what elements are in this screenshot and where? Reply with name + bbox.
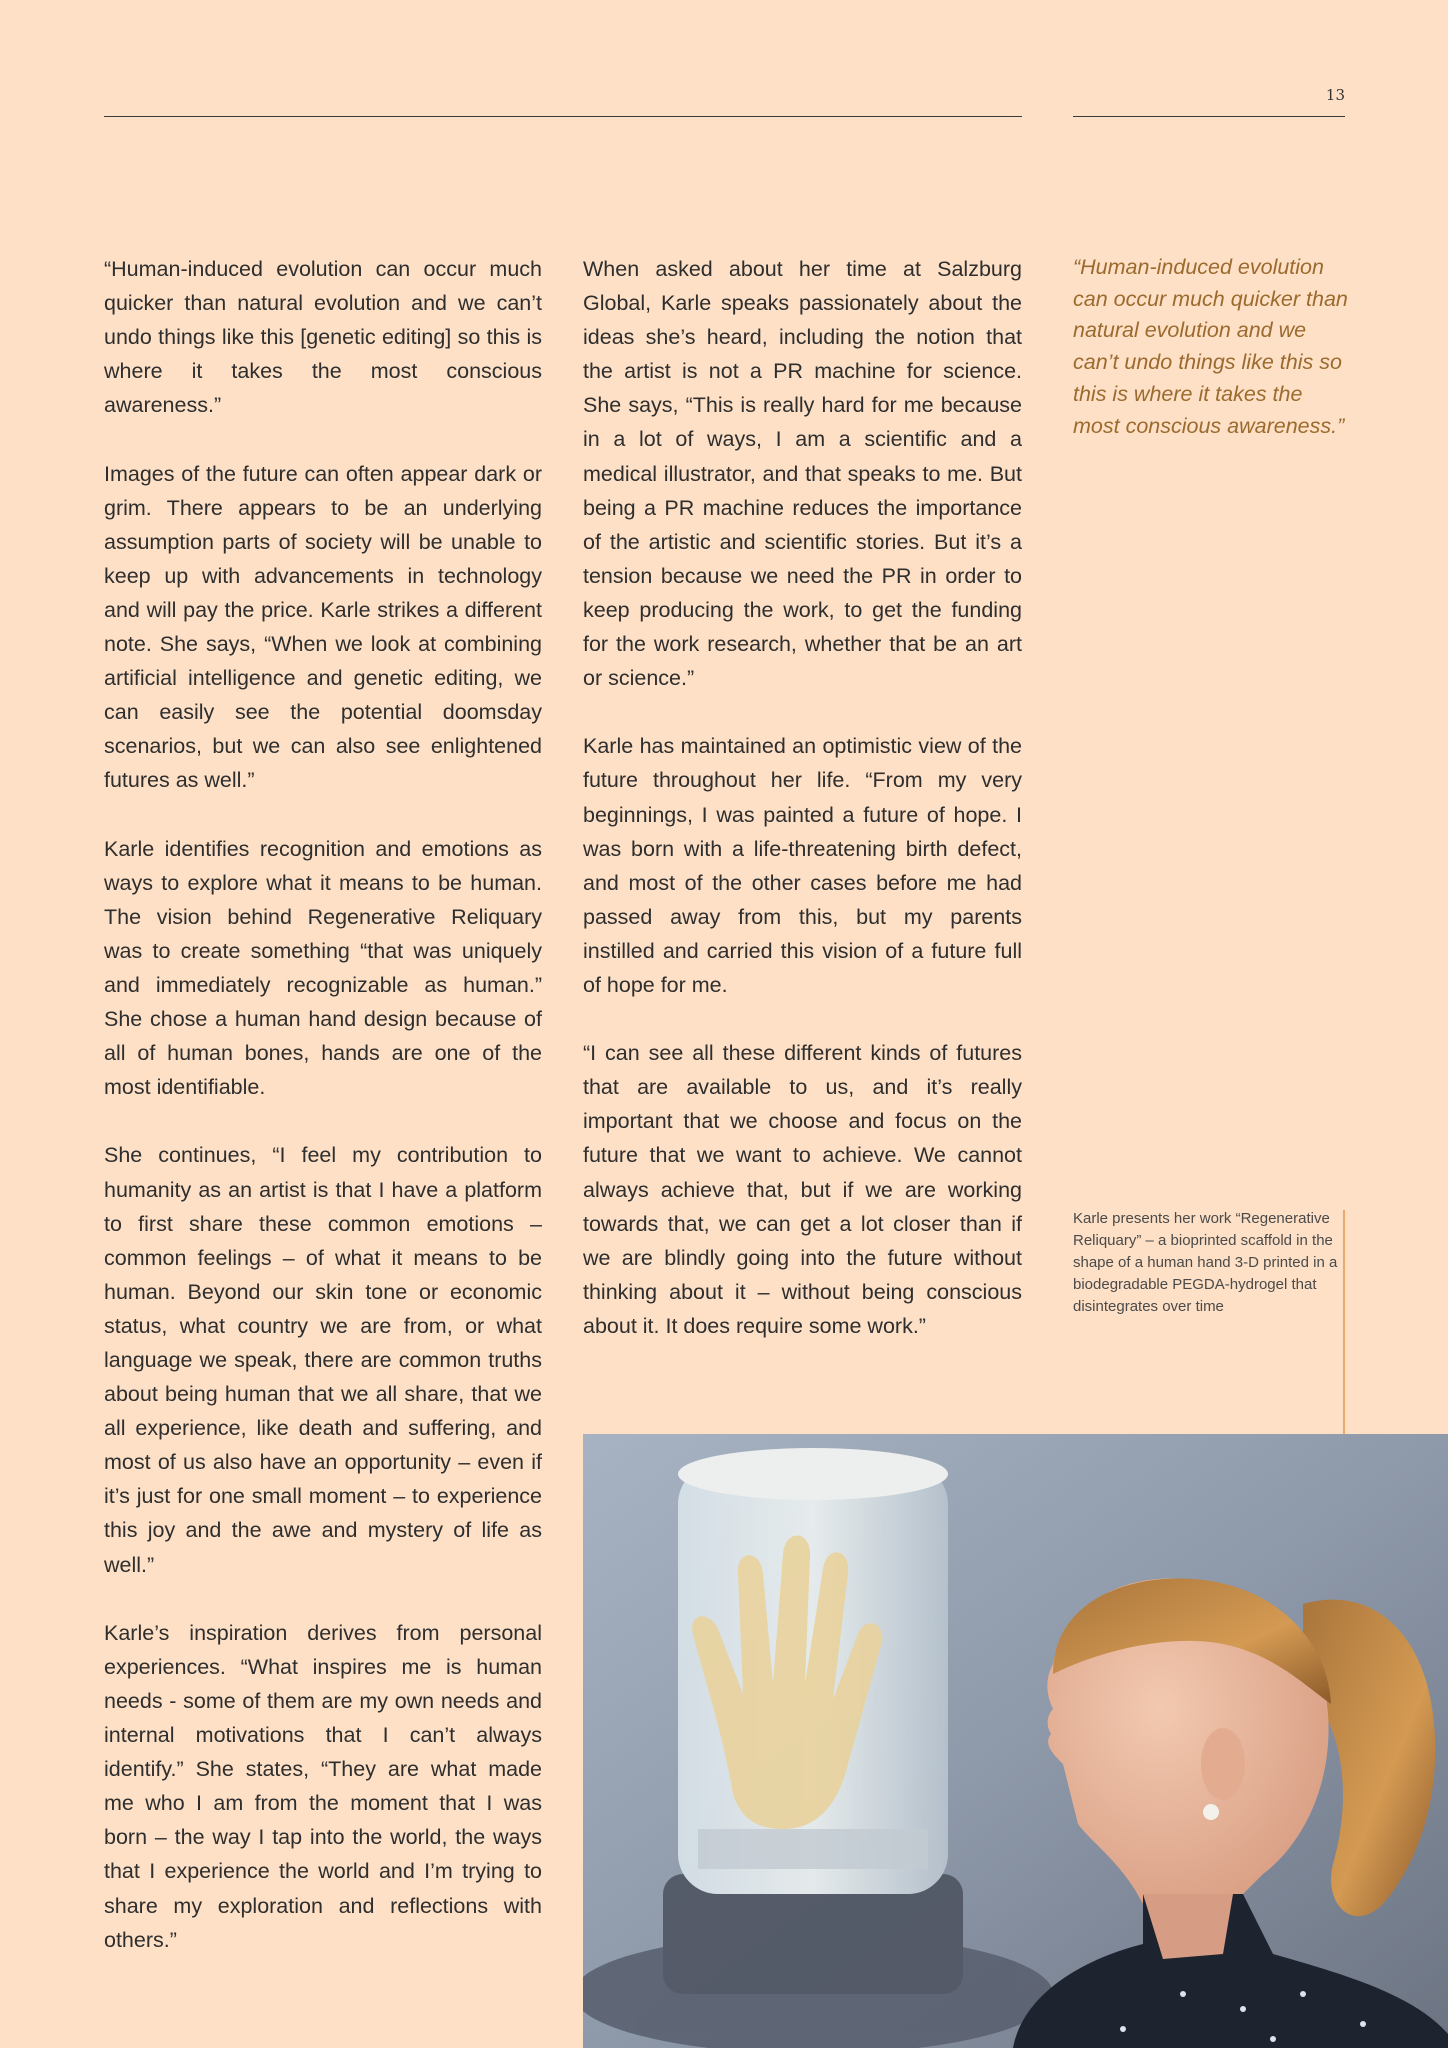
paragraph: Karle’s inspiration derives from personal experiences. “What inspires me is human needs - some of them are my own needs and internal motivations that I can’t always identify.” She states, “They are what made me who I am from the moment that I was born – the way I tap into the world, the ways that I experience the world and I’m trying to share my exploration and reflections with others.” xyxy=(104,1620,542,1952)
article-photo xyxy=(583,1434,1448,2048)
header-rule-main xyxy=(104,116,1022,117)
paragraph: “I can see all these different kinds of futures that are available to us, and it’s really important that we choose and focus on the future that we want to achieve. We cannot always achieve that, but if we are working towards that, we can get a lot closer than if we are blindly going into the future without thinking about it – without being conscious about it. It does require some work.” xyxy=(583,1041,1022,1338)
left-column xyxy=(104,252,542,1991)
paragraph: Images of the future can often appear dark or grim. There appears to be an underlying assumption parts of society will be unable to keep up with advancements in technology and will pay the price. Karle strikes a different note. She says, “When we look at combining artificial intelligence and genetic editing, we can easily see the potential doomsday scenarios, but we can also see enlightened futures as well.” xyxy=(104,461,542,793)
caption-accent-bar xyxy=(1343,1210,1345,1434)
middle-column xyxy=(583,252,1022,1377)
paragraph: She continues, “I feel my contribution to humanity as an artist is that I have a platform to first share these common emotions – common feelings – of what it means to be human. Beyond our skin tone or economic status, what country we are from, or what language we speak, there are common truths about being human that we all share, that we all experience, like death and suffering, and most of us also have an opportunity – even if it’s just for one small moment – to experience this joy and the awe and mystery of life as well.” xyxy=(104,1143,542,1577)
pull-quote: “Human-induced evolution can occur much quicker than natural evolution and we can’t undo things like this so this is where it takes the most conscious awareness.” xyxy=(1073,255,1348,438)
paragraph: When asked about her time at Salzburg Global, Karle speaks passionately about the ideas she’s heard, including the notion that the artist is not a PR machine for science. She says, “This is really hard for me because in a lot of ways, I am a scientific and a medical illustrator, and that speaks to me. But being a PR machine reduces the importance of the artistic and scientific stories. But it’s a tension because we need the PR in order to keep producing the work, to get the funding for the work research, whether that be an art or science.” xyxy=(583,257,1022,691)
header-rule-side xyxy=(1073,116,1345,117)
photo-caption: Karle presents her work “Regenerative Reliquary” – a bioprinted scaffold in the shape of a human hand 3-D printed in a biodegradable PEGDA-hydrogel that disintegrates over time xyxy=(1073,1210,1338,1315)
paragraph: Karle identifies recognition and emotions as ways to explore what it means to be human. The vision behind Regenerative Reliquary was to create something “that was uniquely and immediately recognizable as human.” She chose a human hand design because of all of human bones, hands are one of the most identifiable. xyxy=(104,836,542,1100)
paragraph: Karle has maintained an optimistic view of the future throughout her life. “From my very beginnings, I was painted a future of hope. I was born with a life-threatening birth defect, and most of the other cases before me had passed away from this, but my parents instilled and carried this vision of a future full of hope for me. xyxy=(583,734,1022,997)
paragraph: “Human-induced evolution can occur much quicker than natural evolution and we can’t undo things like this [genetic editing] so this is where it takes the most conscious awareness.” xyxy=(104,257,542,418)
photo-illustration xyxy=(583,1434,1448,2048)
page-number: 13 xyxy=(1325,86,1345,104)
